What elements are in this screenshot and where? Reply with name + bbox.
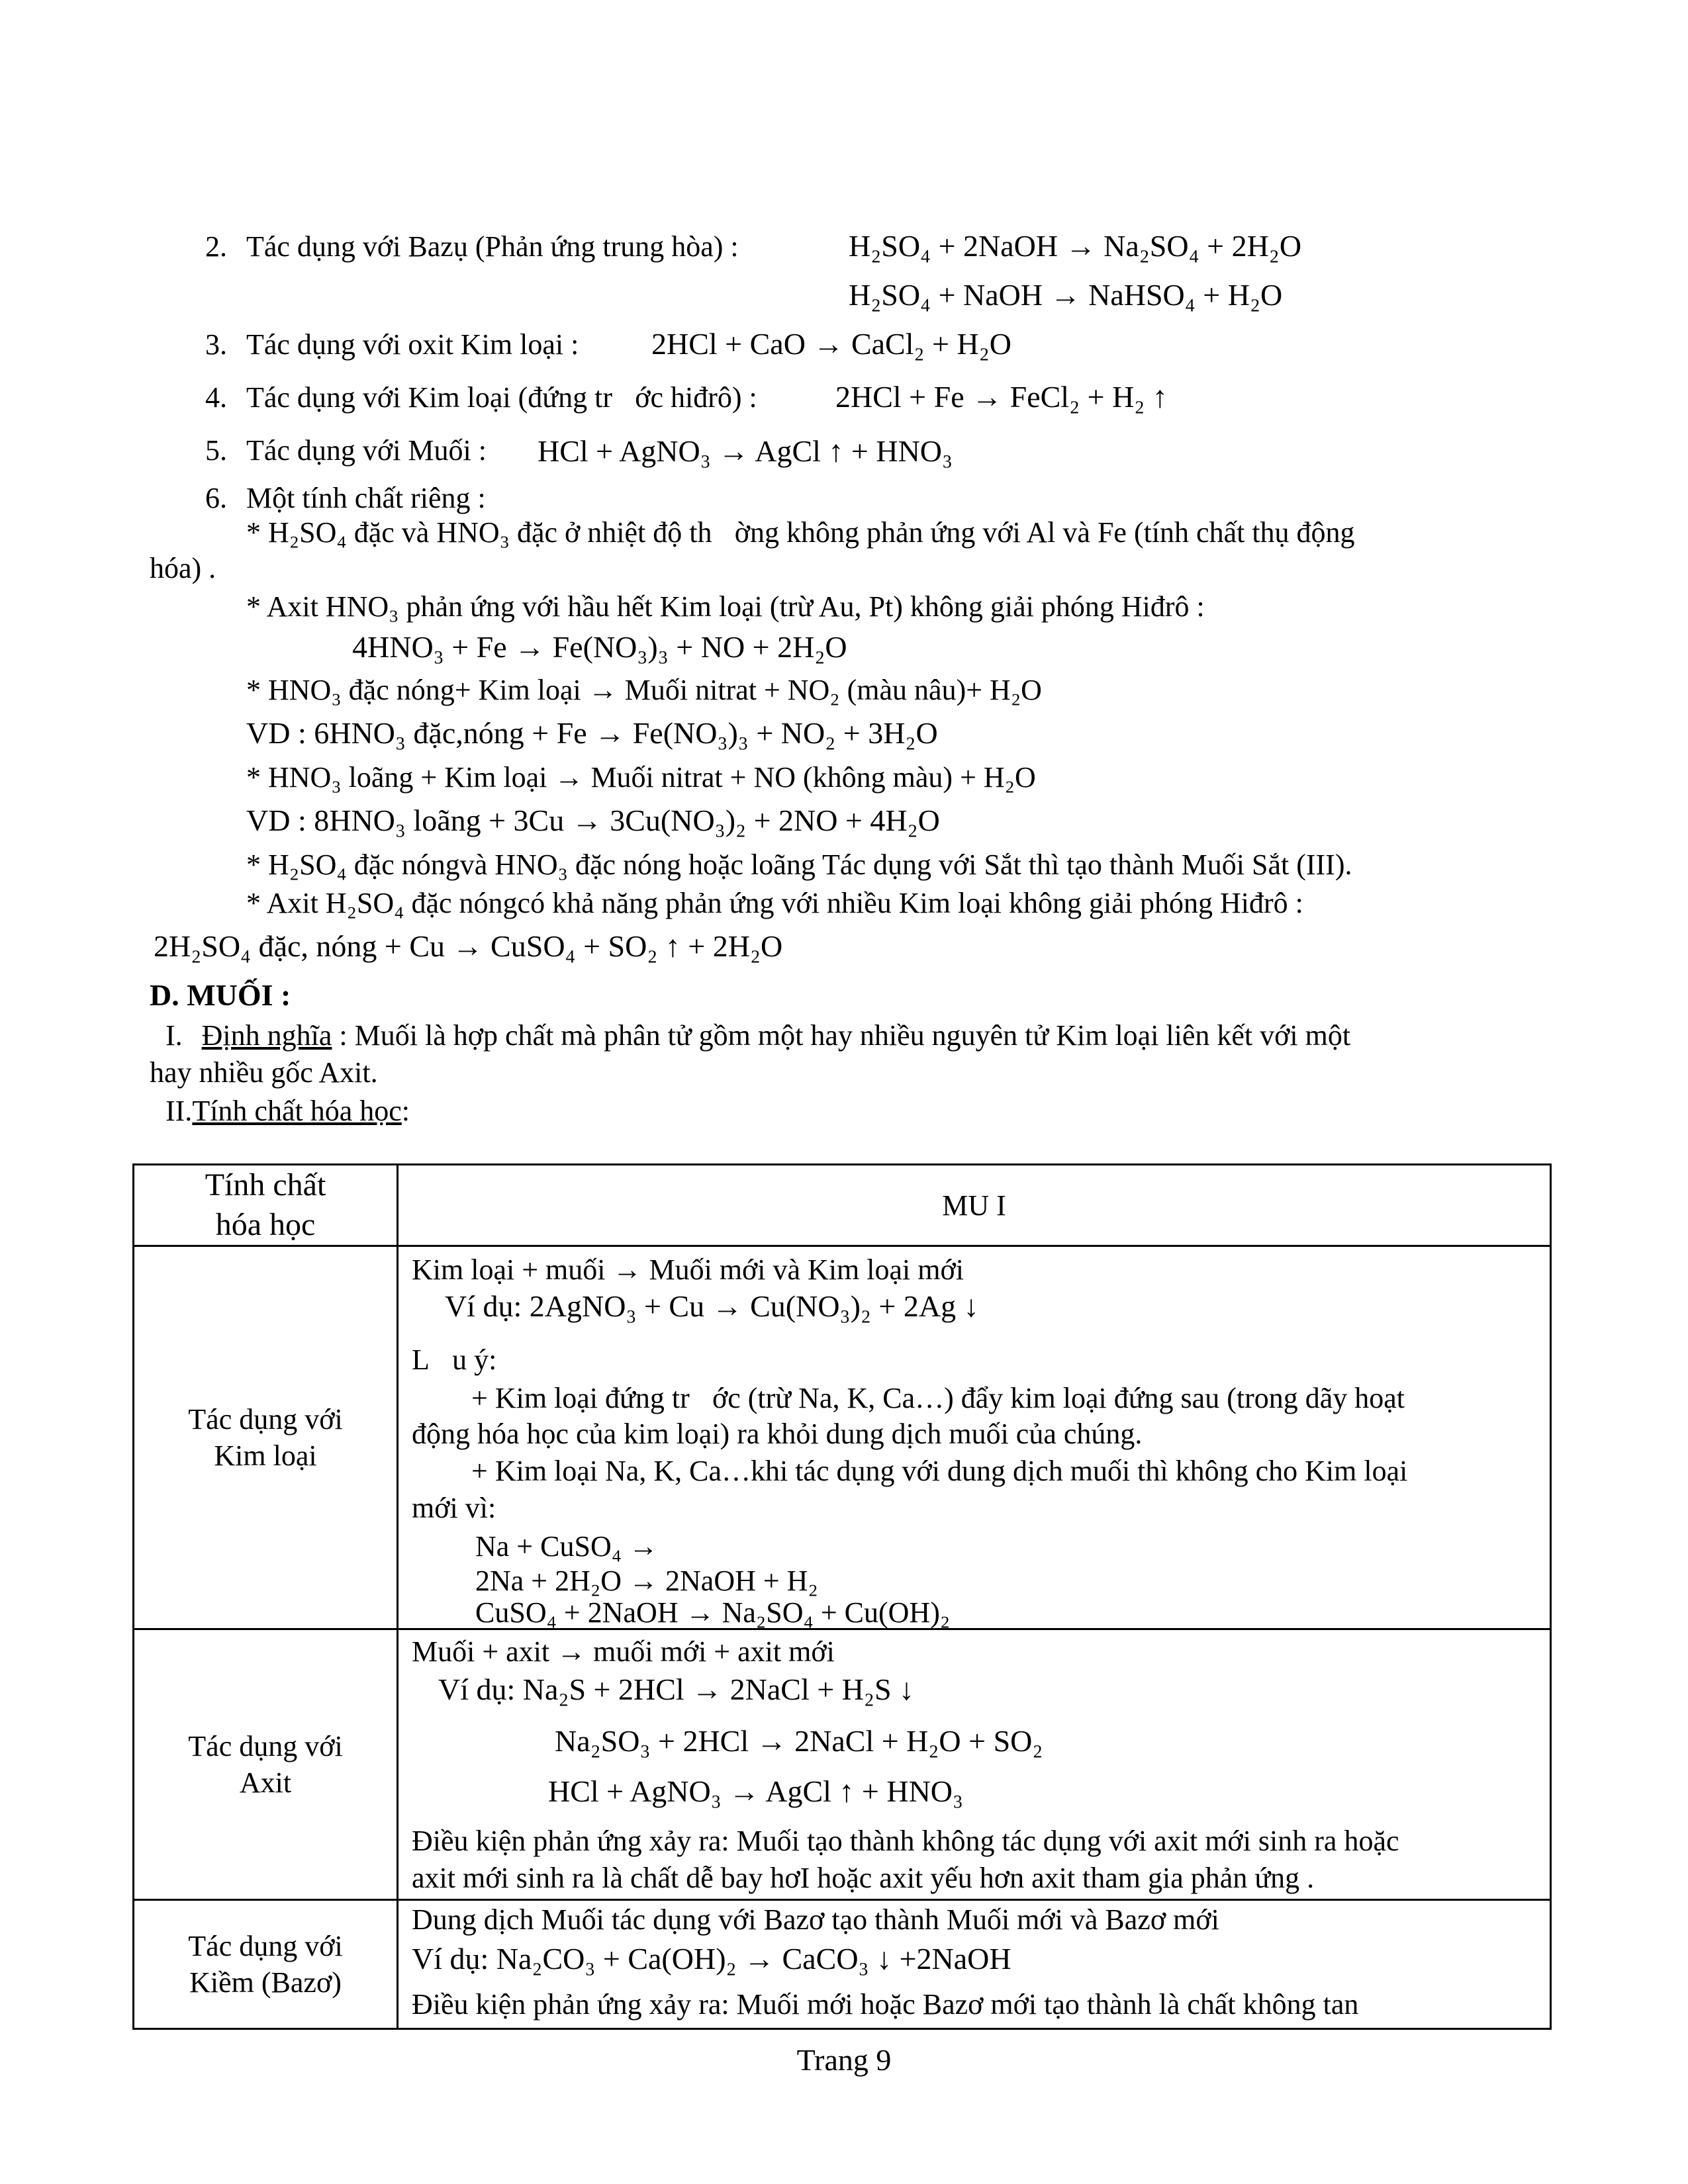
row1-label [134,1246,398,1629]
row2-label-a: Tác dụng với [188,1730,343,1762]
salt-properties-table [132,1163,1552,2030]
row2-line-3: Na₂SO₃ + 2HCl → 2NaCl + H₂O + SO₂ [555,1724,1043,1758]
row3-line-3: Điều kiện phản ứng xảy ra: Muối mới hoặc Bazơ mới tạo thành là chất không tan [412,1988,1359,2021]
row1-line-2: Ví dụ: 2AgNO₃ + Cu → Cu(NO₃)₂ + 2Ag ↓ [445,1289,979,1323]
item-4-text: Tác dụng với Kim loại (đứng tr󰀀ớc hiđrô) : [246,381,757,414]
row1-line-7: mới vì: [412,1492,496,1524]
item-3-equation: 2HCl + CaO → CaCl₂ + H₂O [651,327,1011,361]
row3-line-2: Ví dụ: Na₂CO₃ + Ca(OH)₂ → CaCO₃ ↓ +2NaOH [412,1942,1011,1976]
row1-label-b: Kim loại [214,1439,317,1472]
row2-line-5: Điều kiện phản ứng xảy ra: Muối tạo thành không tác dụng với axit mới sinh ra hoặc [412,1825,1399,1857]
item-4-number: 4. [205,381,227,414]
item-3-number: 3. [205,328,227,361]
definition-text: : Muối là hợp chất mà phân tử gồm một hay nhiều nguyên tử Kim loại liên kết với một [339,1019,1351,1052]
special-equation-3: VD : 8HNO₃ loãng + 3Cu → 3Cu(NO₃)₂ + 2NO + 4H₂O [246,803,940,837]
row3-label-a: Tác dụng với [188,1930,343,1962]
row2-line-4: HCl + AgNO₃ → AgCl ↑ + HNO₃ [548,1774,964,1808]
row2-line-6: axit mới sinh ra là chất dễ bay hơI hoặc axit yếu hơn axit tham gia phản ứng . [412,1862,1315,1894]
item-2-equation-2: H₂SO₄ + NaOH → NaHSO₄ + H₂O [849,278,1283,312]
properties-line [165,1095,410,1128]
definition-number: I. [165,1019,183,1052]
row1-line-10: CuSO₄ + 2NaOH → Na₂SO₄ + Cu(OH)₂ [475,1596,951,1629]
item-6-text: Một tính chất riêng : [246,482,486,514]
table-row [134,1246,1551,1629]
special-line-9: * Axit H₂SO₄ đặc nóngcó khả năng phản ứng với nhiều Kim loại không giải phóng Hiđrô : [246,887,1303,919]
row1-line-3: L󰀀u ý: [412,1343,497,1376]
header-col1-line1: Tính chất [205,1167,326,1203]
row1-content [398,1246,1551,1629]
definition-label: Định nghĩa [201,1019,332,1052]
item-5-text: Tác dụng với Muối : [246,434,487,467]
page-footer: Trang 9 [796,2043,892,2077]
item-4-equation: 2HCl + Fe → FeCl₂ + H₂ ↑ [835,380,1168,414]
special-line-4: * HNO₃ đặc nóng+ Kim loại → Muối nitrat + NO₂ (màu nâu)+ H₂O [246,674,1042,706]
table-row [134,1900,1551,2029]
row1-label-a: Tác dụng với [188,1403,343,1435]
row1-line-5: động hóa học của kim loại) ra khỏi dung dịch muối của chúng. [412,1418,1143,1450]
properties-label: Tính chất hóa học [192,1095,402,1127]
row2-content [398,1629,1551,1900]
special-line-8: * H₂SO₄ đặc nóngvà HNO₃ đặc nóng hoặc loãng Tác dụng với Sắt thì tạo thành Muối Sắt (III). [246,848,1352,881]
row2-label-b: Axit [239,1766,292,1799]
header-col2 [398,1165,1551,1246]
row1-line-4: + Kim loại đứng tr󰀀ớc (trừ Na, K, Ca…) đẩy kim loại đứng sau (trong dãy hoạt [471,1382,1405,1414]
section-d-title: D. MUỐI : [150,978,291,1012]
item-3-text: Tác dụng với oxit Kim loại : [246,328,579,361]
special-line-1b: hóa) . [150,552,216,584]
item-2-equation: H₂SO₄ + 2NaOH → Na₂SO₄ + 2H₂O [849,229,1302,263]
row3-label-b: Kiềm (Bazơ) [189,1966,342,1999]
row3-line-1: Dung dịch Muối tác dụng với Bazơ tạo thành Muối mới và Bazơ mới [412,1903,1219,1936]
special-equation-2: VD : 6HNO₃ đặc,nóng + Fe → Fe(NO₃)₃ + NO₂ + 3H₂O [246,716,938,750]
row2-label [134,1629,398,1900]
properties-number: II. [165,1095,193,1127]
header-col1 [134,1165,398,1246]
special-line-6: * HNO₃ loãng + Kim loại → Muối nitrat + NO (không màu) + H₂O [246,761,1036,794]
row1-line-6: + Kim loại Na, K, Ca…khi tác dụng với dung dịch muối thì không cho Kim loại [471,1455,1408,1487]
definition-line [165,1019,1350,1053]
table-row [134,1629,1551,1900]
row2-line-2: Ví dụ: Na₂S + 2HCl → 2NaCl + H₂S ↓ [438,1672,915,1706]
item-6-number: 6. [205,482,227,514]
special-line-1: * H₂SO₄ đặc và HNO₃ đặc ở nhiệt độ th󰀀ờng không phản ứng với Al và Fe (tính chất thụ động [246,516,1355,549]
row1-line-1: Kim loại + muối → Muối mới và Kim loại mới [412,1253,964,1286]
special-line-2: * Axit HNO₃ phản ứng với hầu hết Kim loại (trừ Au, Pt) không giải phóng Hiđrô : [246,590,1205,623]
item-2-text: Tác dụng với Bazụ (Phản ứng trung hòa) : [246,230,739,263]
special-equation-4: 2H₂SO₄ đặc, nóng + Cu → CuSO₄ + SO₂ ↑ + 2H₂O [154,929,783,963]
item-2-number: 2. [205,230,227,263]
row3-label [134,1900,398,2029]
definition-text-2: hay nhiều gốc Axit. [150,1056,378,1089]
table-header-row [134,1165,1551,1246]
item-5-equation: HCl + AgNO₃ → AgCl ↑ + HNO₃ [538,434,953,468]
header-col1-line2: hóa học [215,1207,316,1242]
row3-content [398,1900,1551,2029]
row1-line-8: Na + CuSO₄ → [475,1530,659,1563]
properties-colon: : [401,1095,410,1127]
item-5-number: 5. [205,434,227,467]
special-equation-1: 4HNO₃ + Fe → Fe(NO₃)₃ + NO + 2H₂O [352,630,847,664]
header-col2-label: MU I [942,1189,1006,1222]
row2-line-1: Muối + axit → muối mới + axit mới [412,1635,835,1668]
row1-line-9: 2Na + 2H₂O → 2NaOH + H₂ [475,1565,818,1597]
